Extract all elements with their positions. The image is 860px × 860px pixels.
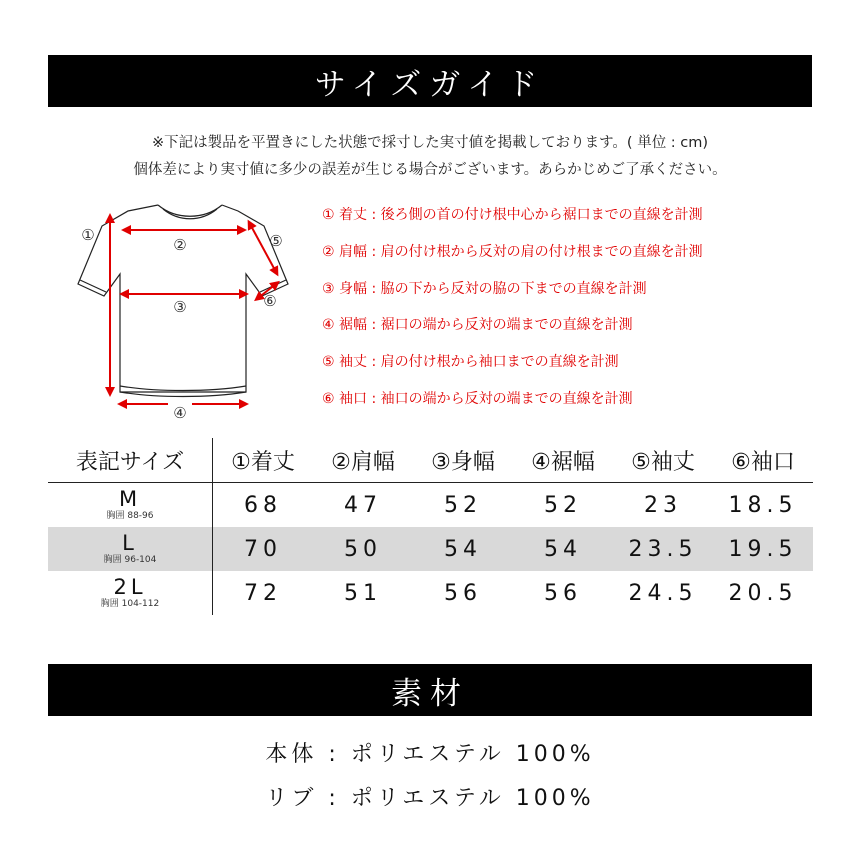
value-cell: 68 bbox=[244, 492, 282, 518]
legend-item-hem: ④ 裾幅 : 裾口の端から反対の端までの直線を計測 bbox=[322, 317, 633, 334]
tshirt-diagram bbox=[66, 196, 306, 426]
size-guide-banner bbox=[48, 55, 812, 107]
size-cell bbox=[48, 571, 213, 615]
value-cell: 52 bbox=[444, 492, 482, 518]
measurement-legend bbox=[322, 203, 842, 424]
value-cell: 54 bbox=[513, 527, 613, 571]
value-cell: 24.5 bbox=[628, 580, 698, 606]
value-cell: 19.5 bbox=[713, 527, 813, 571]
measurement-notes bbox=[0, 130, 860, 184]
value-cell: 72 bbox=[244, 580, 282, 606]
value-cell: 56 bbox=[444, 580, 482, 606]
legend-item-sleeve-opening: ⑥ 袖口 : 袖口の端から反対の端までの直線を計測 bbox=[322, 390, 633, 407]
size-name: M bbox=[118, 487, 142, 511]
value-cell: 52 bbox=[544, 492, 582, 518]
diagram-label-2: ② bbox=[173, 236, 187, 254]
table-row bbox=[48, 483, 813, 528]
material-title: 素材 bbox=[391, 675, 469, 712]
value-cell: 50 bbox=[313, 527, 413, 571]
header-sleeve-opening: ⑥袖口 bbox=[713, 438, 813, 483]
size-chest: 胸囲 104-112 bbox=[100, 599, 160, 609]
size-cell bbox=[48, 527, 213, 571]
header-length: ①着丈 bbox=[213, 438, 314, 483]
material-list bbox=[0, 733, 860, 821]
note-line-2: 個体差により実寸値に多少の誤差が生じる場合がございます。あらかじめご了承ください。 bbox=[133, 162, 727, 178]
table-row bbox=[48, 571, 813, 615]
value-cell: 70 bbox=[213, 527, 314, 571]
size-chest: 胸囲 96-104 bbox=[103, 555, 157, 565]
header-chest: ③身幅 bbox=[413, 438, 513, 483]
legend-item-chest: ③ 身幅 : 脇の下から反対の脇の下までの直線を計測 bbox=[322, 280, 647, 297]
material-line-body: 本体 : ポリエステル 100% bbox=[265, 742, 595, 767]
header-size: 表記サイズ bbox=[48, 438, 213, 483]
legend-item-length: ① 着丈 : 後ろ側の首の付け根中心から裾口までの直線を計測 bbox=[322, 207, 703, 223]
table-row bbox=[48, 527, 813, 571]
size-cell bbox=[48, 483, 213, 528]
diagram-label-1: ① bbox=[81, 226, 95, 244]
header-shoulder: ②肩幅 bbox=[313, 438, 413, 483]
value-cell: 20.5 bbox=[728, 580, 798, 606]
value-cell: 56 bbox=[544, 580, 582, 606]
diagram-label-3: ③ bbox=[173, 298, 187, 316]
diagram-label-6: ⑥ bbox=[263, 292, 277, 310]
note-line-1: ※下記は製品を平置きにした状態で採寸した実寸値を掲載しております。( 単位 : cm) bbox=[151, 135, 709, 151]
value-cell: 51 bbox=[344, 580, 382, 606]
legend-item-shoulder: ② 肩幅 : 肩の付け根から反対の肩の付け根までの直線を計測 bbox=[322, 243, 703, 260]
size-chest: 胸囲 88-96 bbox=[106, 511, 154, 521]
value-cell: 18.5 bbox=[728, 492, 798, 518]
value-cell: 47 bbox=[344, 492, 382, 518]
diagram-label-5: ⑤ bbox=[269, 232, 283, 250]
material-line-rib: リブ : ポリエステル 100% bbox=[265, 786, 595, 811]
legend-item-sleeve-length: ⑤ 袖丈 : 肩の付け根から袖口までの直線を計測 bbox=[322, 354, 619, 371]
diagram-label-4: ④ bbox=[173, 404, 187, 422]
size-table-header bbox=[48, 438, 813, 483]
size-name: L bbox=[122, 531, 138, 555]
value-cell: 23.5 bbox=[613, 527, 713, 571]
size-guide-title: サイズガイド bbox=[314, 66, 546, 103]
size-table bbox=[48, 438, 813, 615]
value-cell: 54 bbox=[413, 527, 513, 571]
material-banner bbox=[48, 664, 812, 716]
value-cell: 23 bbox=[644, 492, 682, 518]
size-name: 2L bbox=[113, 575, 147, 599]
header-hem: ④裾幅 bbox=[513, 438, 613, 483]
header-sleeve-length: ⑤袖丈 bbox=[613, 438, 713, 483]
